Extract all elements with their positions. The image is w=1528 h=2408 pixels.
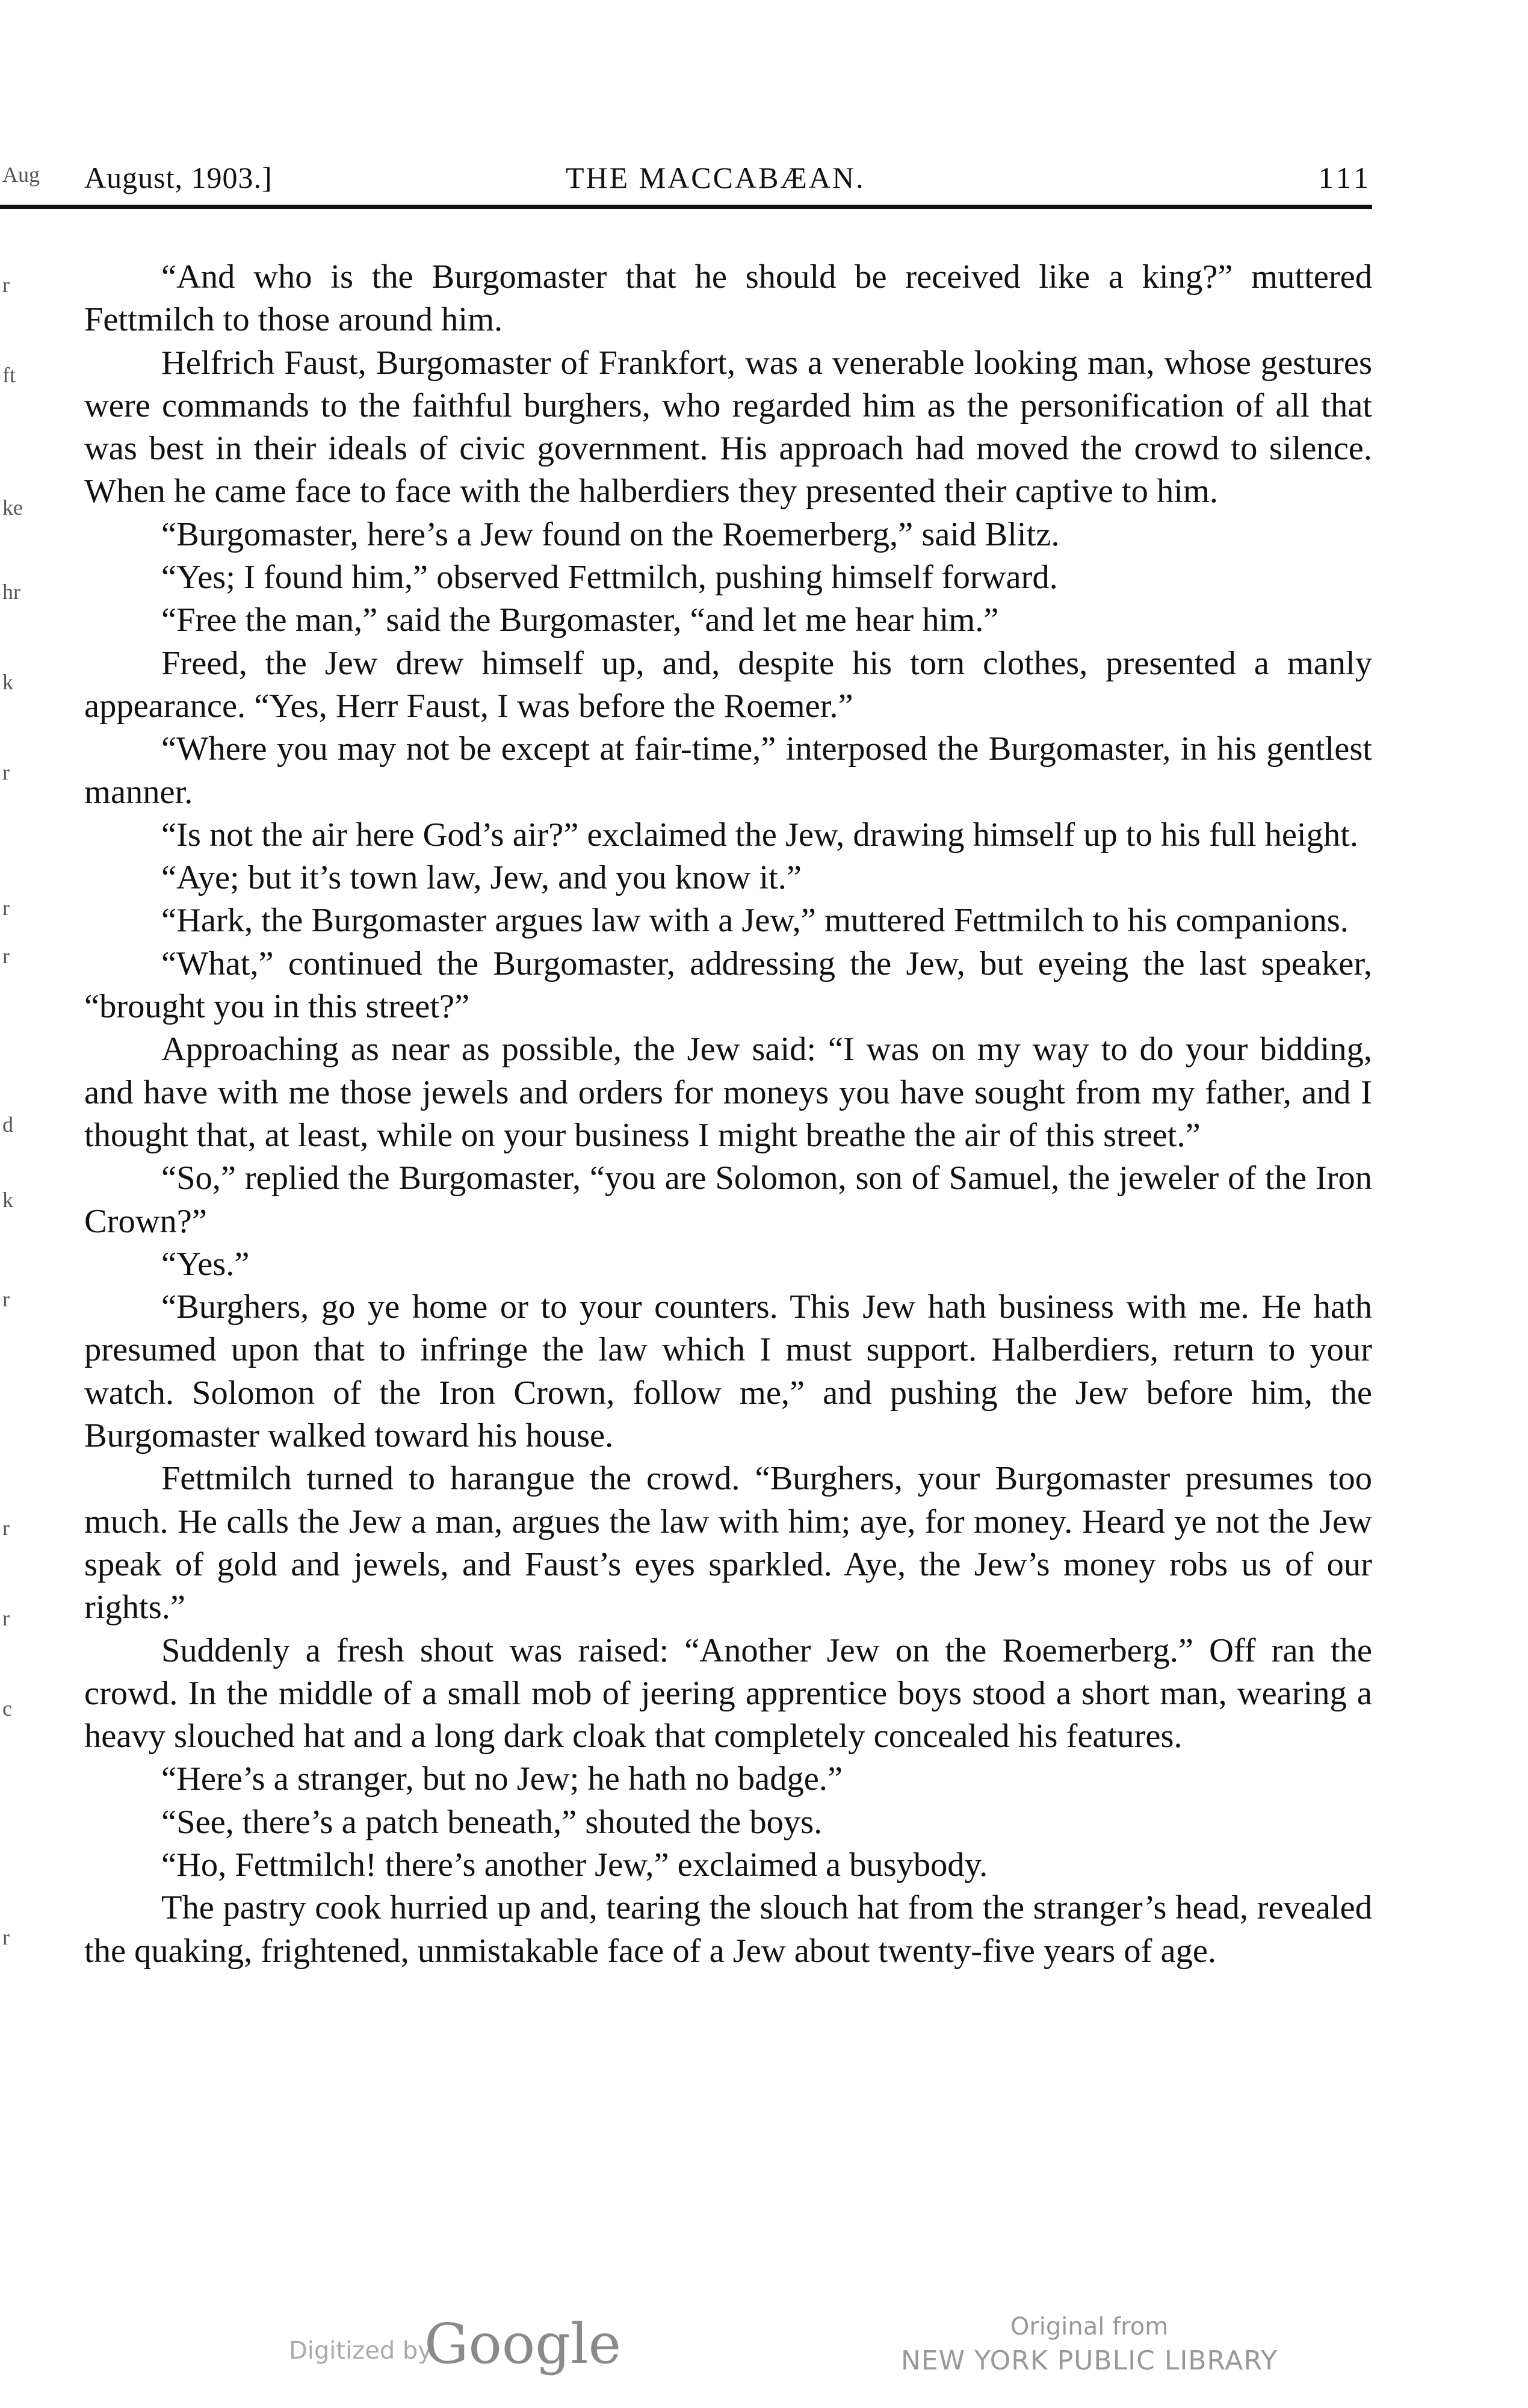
paragraph: Fettmilch turned to harangue the crowd. “Burghers, your Burgomaster presumes too much. He calls the Jew a man, argues the law with him; aye, for money. Heard ye not the Jew speak of gold and jewels, and Faust’s eyes sparkled. Aye, the Jew’s money robs us of our rights.”: [84, 1460, 1372, 1627]
gutter-mark: k: [2, 1188, 13, 1212]
paragraph: “Yes.”: [161, 1245, 250, 1283]
running-header: [84, 160, 1372, 196]
paragraph: “Is not the air here God’s air?” exclaimed the Jew, drawing himself up to his full height.: [161, 816, 1358, 854]
gutter-mark: Aug: [2, 163, 40, 187]
library-name: NEW YORK PUBLIC LIBRARY: [900, 2345, 1278, 2376]
header-rule: [0, 205, 1372, 209]
paragraph: The pastry cook hurried up and, tearing the slouch hat from the stranger’s head, revealed the quaking, frightened, unmistakable face of a Jew about twenty-five years of age.: [84, 1889, 1372, 1970]
paragraph: Helfrich Faust, Burgomaster of Frankfort, was a venerable looking man, whose gestures were commands to the faithful burghers, who regarded him as the personification of all that was best in their ideals of civic government. His approach had moved the crowd to silence. When he came face to face with the halberdiers they presented their captive to him.: [84, 344, 1372, 510]
google-digitized-watermark: [289, 2312, 650, 2376]
gutter-mark: ke: [2, 495, 23, 520]
gutter-mark: r: [2, 1516, 10, 1540]
paragraph: Suddenly a fresh shout was raised: “Another Jew on the Roemerberg.” Off ran the crowd. In the middle of a small mob of jeering apprentice boys stood a short man, wearing a heavy slouched hat and a long dark cloak that completely concealed his features.: [84, 1631, 1372, 1755]
header-journal-title: THE MACCABÆAN.: [566, 161, 865, 194]
paragraph: “See, there’s a patch beneath,” shouted the boys.: [161, 1803, 823, 1841]
header-date: August, 1903.]: [84, 161, 273, 194]
gutter-mark: r: [2, 1606, 10, 1630]
gutter-mark: ft: [2, 363, 16, 387]
paragraph: “Free the man,” said the Burgomaster, “and let me hear him.”: [161, 601, 999, 639]
paragraph: Approaching as near as possible, the Jew said: “I was on my way to do your bidding, and have with me those jewels and orders for moneys you have sought from my father, and I thought that, at least, while on your business I might breathe the air of this street.”: [84, 1031, 1372, 1154]
paragraph: “And who is the Burgomaster that he should be received like a king?” muttered Fettmilch to those around him.: [84, 258, 1372, 339]
paragraph: “Hark, the Burgomaster argues law with a Jew,” muttered Fettmilch to his companions.: [161, 902, 1349, 940]
gutter-mark: r: [2, 896, 10, 920]
gutter-mark: r: [2, 1925, 10, 1949]
gutter-mark: r: [2, 1287, 10, 1311]
gutter-mark: k: [2, 670, 13, 694]
gutter-mark: c: [2, 1696, 12, 1721]
gutter-mark: r: [2, 273, 10, 297]
paragraph: “So,” replied the Burgomaster, “you are Solomon, son of Samuel, the jeweler of the Iron Crown?”: [84, 1159, 1372, 1240]
google-logo: Google: [424, 2312, 622, 2376]
paragraph: “Here’s a stranger, but no Jew; he hath no badge.”: [161, 1760, 843, 1798]
paragraph: “Ho, Fettmilch! there’s another Jew,” exclaimed a busybody.: [161, 1846, 988, 1884]
gutter-mark: r: [2, 944, 10, 968]
gutter-mark: r: [2, 760, 10, 784]
digitized-by-label: Digitized by: [289, 2337, 432, 2365]
library-attribution: [879, 2310, 1300, 2379]
original-from-label: Original from: [1010, 2313, 1169, 2341]
left-gutter-bleedthrough: [0, 0, 48, 2408]
gutter-mark: d: [2, 1112, 13, 1137]
paragraph: “Burgomaster, here’s a Jew found on the Roemerberg,” said Blitz.: [161, 515, 1060, 553]
paragraph: “What,” continued the Burgomaster, addressing the Jew, but eyeing the last speaker, “brought you in this street?”: [84, 945, 1372, 1026]
paragraph: “Where you may not be except at fair-time,” interposed the Burgomaster, in his gentlest manner.: [84, 730, 1372, 811]
article-body: [84, 256, 1372, 1973]
paragraph: “Burghers, go ye home or to your counters. This Jew hath business with me. He hath presumed upon that to infringe the law which I must support. Halberdiers, return to your watch. Solomon of the Iron Crown, follow me,” and pushing the Jew before him, the Burgomaster walked toward his house.: [84, 1288, 1372, 1455]
paragraph: “Yes; I found him,” observed Fettmilch, pushing himself forward.: [161, 559, 1058, 597]
paragraph: “Aye; but it’s town law, Jew, and you know it.”: [161, 859, 802, 897]
page-number: 111: [1318, 161, 1372, 194]
gutter-mark: hr: [2, 580, 20, 604]
paragraph: Freed, the Jew drew himself up, and, despite his torn clothes, presented a manly appearance. “Yes, Herr Faust, I was before the Roemer.”: [84, 644, 1372, 725]
